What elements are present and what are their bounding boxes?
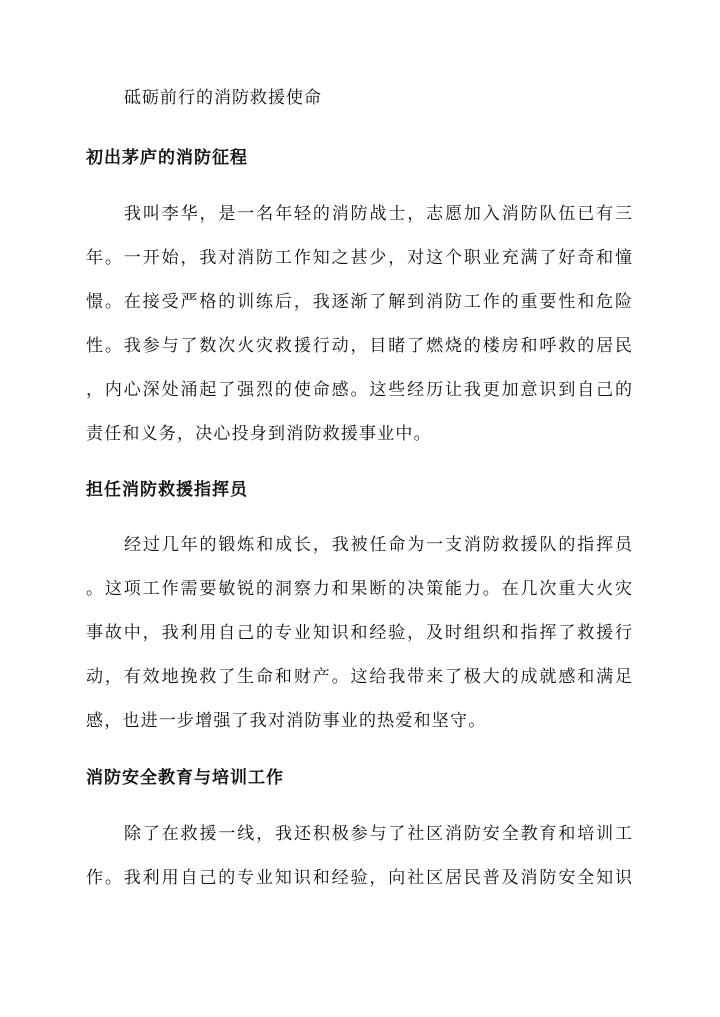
- paragraph-line: 作。我利用自己的专业知识和经验，向社区居民普及消防安全知识: [86, 868, 632, 888]
- paragraph-line: 。这项工作需要敏锐的洞察力和果断的决策能力。在几次重大火灾: [86, 579, 632, 599]
- paragraph-line: 我叫李华，是一名年轻的消防战士，志愿加入消防队伍已有三: [124, 204, 632, 224]
- document-title: 砥砺前行的消防救援使命: [124, 88, 322, 108]
- section-paragraph-2: [86, 529, 632, 749]
- section-heading-3: 消防安全教育与培训工作: [86, 768, 284, 788]
- paragraph-line: 责任和义务，决心投身到消防救援事业中。: [86, 424, 432, 444]
- paragraph-line: 年。一开始，我对消防工作知之甚少，对这个职业充满了好奇和憧: [86, 248, 632, 268]
- paragraph-line: 动，有效地挽救了生命和财产。这给我带来了极大的成就感和满足: [86, 667, 632, 687]
- section-paragraph-3: [86, 818, 632, 906]
- section-heading-2: 担任消防救援指挥员: [86, 480, 248, 500]
- paragraph-line: 事故中，我利用自己的专业知识和经验，及时组织和指挥了救援行: [86, 623, 632, 643]
- paragraph-line: ，内心深处涌起了强烈的使命感。这些经历让我更加意识到自己的: [86, 380, 632, 400]
- paragraph-line: 除了在救援一线，我还积极参与了社区消防安全教育和培训工: [124, 824, 632, 844]
- paragraph-line: 经过几年的锻炼和成长，我被任命为一支消防救援队的指挥员: [124, 535, 632, 555]
- section-paragraph-1: [86, 198, 632, 462]
- section-heading-1: 初出茅庐的消防征程: [86, 148, 248, 168]
- paragraph-line: 性。我参与了数次火灾救援行动，目睹了燃烧的楼房和呼救的居民: [86, 336, 632, 356]
- paragraph-line: 感，也进一步增强了我对消防事业的热爱和坚守。: [86, 711, 487, 731]
- paragraph-line: 憬。在接受严格的训练后，我逐渐了解到消防工作的重要性和危险: [86, 292, 632, 312]
